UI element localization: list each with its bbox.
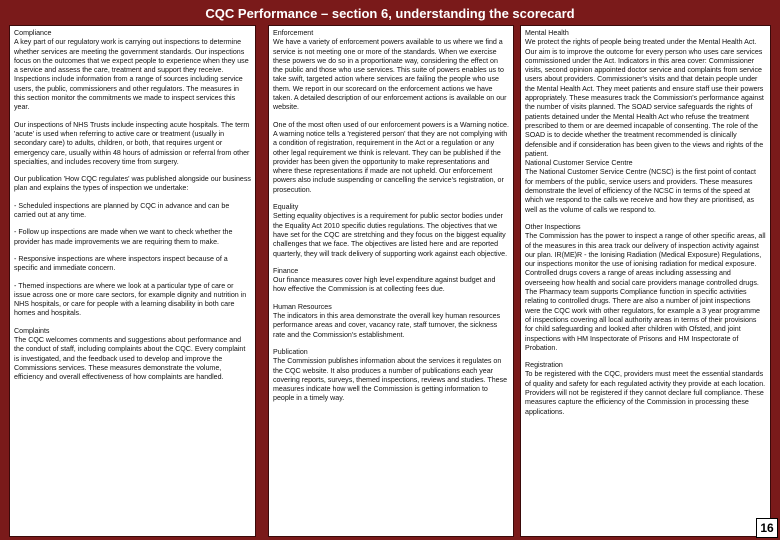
finance-section <box>273 267 509 295</box>
compliance-heading: Compliance <box>14 29 52 37</box>
human-resources-section <box>273 303 509 340</box>
compliance-paragraph-2: Our inspections of NHS Trusts include inspecting acute hospitals. The term 'acute' is used when referring to active care or treatment (usually in secondary care) to adults, children, or both, that requires urgent or emergency care, usually within 48 hours of admission or referral from other specialties, and includes recovery time from surgery. <box>14 120 250 166</box>
enforcement-paragraph-1: We have a variety of enforcement powers available to us where we find a service is not meeting one or more of the standards. When we exercise these powers we do so in a proportionate way, considering the effect on the public and those who use services. This suite of powers enables us to take swift, targeted action where services are failing the people who use them. We report in our scorecard on the enforcement actions we have taken. A detailed description of our enforcement actions is available on our website. <box>273 38 507 112</box>
finance-text: Our finance measures cover high level expenditure against budget and how effective the Commission is at collecting fees due. <box>273 276 496 294</box>
equality-section <box>273 203 509 259</box>
ncsc-text: The National Customer Service Centre (NCSC) is the first point of contact for members of the public, service users and providers. These measures demonstrate the level of efficiency of the NCSC in terms of the speed at which we respond to the calls we receive and how they are prioritised, as well as the volume of calls we respond to. <box>525 168 757 214</box>
complaints-heading: Complaints <box>14 326 50 335</box>
other-inspections-heading: Other Inspections <box>525 222 581 231</box>
publication-heading: Publication <box>273 347 308 356</box>
enforcement-section <box>273 29 509 195</box>
column-middle <box>268 25 514 537</box>
equality-heading: Equality <box>273 203 299 212</box>
publication-section <box>273 348 509 404</box>
human-resources-heading: Human Resources <box>273 302 332 311</box>
finance-heading: Finance <box>273 266 299 275</box>
registration-text: To be registered with the CQC, providers must meet the essential standards of quality and safety for each regulated activity they provide at each location. Providers will not be registered if they cannot declare full compliance. These measures capture the efficiency of the Commission in processing these applications. <box>525 370 766 416</box>
compliance-section <box>14 29 251 319</box>
registration-section <box>525 361 766 417</box>
bullet-responsive-inspections: - Responsive inspections are where inspectors inspect because of a specific and immediate concern. <box>14 254 228 273</box>
publication-text: The Commission publishes information about the services it regulates on the CQC website. It also produces a number of publications each year covering reports, surveys, themed inspections, reviews and studies. These measures indicate how well the Commission is getting information to people in a timely way. <box>273 357 508 403</box>
enforcement-paragraph-2: One of the most often used of our enforcement powers is a Warning notice. A warning notice tells a 'registered person' that they are not complying with a condition of registration, requirement in the Act or a regulation or any other legal requirement we think is relevant. They can be published if the provider has been given the opportunity to make representations and where these representations if made are not upheld. Our enforcement powers also include suspending or cancelling the service's registration, or prosecution. <box>273 120 509 194</box>
column-right <box>520 25 771 537</box>
mental-health-heading: Mental Health <box>525 29 569 37</box>
bullet-follow-up-inspections: - Follow up inspections are made when we want to check whether the provider has made improvements we are requiring them to make. <box>14 228 233 246</box>
enforcement-heading: Enforcement <box>273 29 314 37</box>
column-left <box>9 25 256 537</box>
mental-health-text: We protect the rights of people being treated under the Mental Health Act. Our aim is to improve the outcome for every person who uses care services commissioned under the Act. Indicators in this area cover: Commissioner visits, second opinion appointed doctor service and complaints from service users about providers. Commissioner's visits and that detain people under the Mental Health Act. They meet patients and ensure staff use their powers appropriately. These measures track the Commission's performance against the number of visits planned. The SOAD service safeguards the rights of patients detained under the Mental Health Act who refuse the treatment prescribed to them or are deemed incapable of consenting. The role of the SOAD is to decide whether the treatment recommended is clinically defensible and if consideration has been given to the views and rights of the patient. <box>525 38 764 158</box>
bullet-scheduled-inspections: - Scheduled inspections are planned by CQC in advance and can be carried out at any time. <box>14 201 230 220</box>
other-inspections-text: The Commission has the power to inspect a range of other specific areas, all of the measures in this area track our delivery of inspection activity against our plan. IR(ME)R - the Ionising Radiation (Medical Exposure) Regulations, our inspections monitor the use of ionising radiation for medical exposure. Controlled drugs covers a range of areas including assessing and overseeing how health and social care providers manage controlled drugs. The Pharmacy team supports Compliance function in specific activities relating to controlled drugs. There are also a number of joint inspections were the CQC work with other regulators, for example a 3 year programme of inspections covering all local authority areas in terms of their provisions for child safeguarding and looked after children with Ofsted, and joint inspections with HM Inspectorate of Prisons and HM Inspectorate of Probation. <box>525 232 766 352</box>
other-inspections-section <box>525 223 766 353</box>
complaints-text: The CQC welcomes comments and suggestions about performance and the conduct of staff, including complaints about the CQC. Every complaint is investigated, and the feedback used to develop and improve the Commissions services. These measures demonstrate the volume, efficiency and overall effectiveness of how complaints are handled. <box>14 336 246 382</box>
page-number: 16 <box>756 518 778 538</box>
ncsc-heading: National Customer Service Centre <box>525 159 633 168</box>
human-resources-text: The indicators in this area demonstrate the overall key human resources performance areas and cover, vacancy rate, staff turnover, the sickness rate and the Commission's establishment. <box>273 312 501 339</box>
bullet-themed-inspections: - Themed inspections are where we look at a particular type of care or issue across one or more care sectors, for example dignity and nutrition in NHS hospitals, or care for people with a learning disability in both care homes and hospitals. <box>14 281 247 318</box>
mental-health-section <box>525 29 766 215</box>
page-title: CQC Performance – section 6, understanding the scorecard <box>205 6 575 21</box>
complaints-section <box>14 327 251 383</box>
compliance-paragraph-3: Our publication 'How CQC regulates' was published alongside our business plan and explains the types of inspection we undertake: <box>14 175 251 193</box>
registration-heading: Registration <box>525 361 563 370</box>
equality-text: Setting equality objectives is a requirement for public sector bodies under the Equality Act 2010 specific duties regulations. The objectives that we have set for the CQC are stretching and they focus on the biggest equality challenges that we face. The objectives are listed here and are reported quarterly, they will track delivery of supporting work against each objective. <box>273 212 508 258</box>
compliance-paragraph-1: A key part of our regulatory work is carrying out inspections to determine whether services are meeting the government standards. Our inspections focus on the outcomes that we expect people to experience when they use a service and assess the care, treatment and support they receive. Inspections include information from a range of sources including service users, the public, commissioners and other regulators. The measures in this section monitor the commitments we made to inspect services this year. <box>14 38 249 112</box>
